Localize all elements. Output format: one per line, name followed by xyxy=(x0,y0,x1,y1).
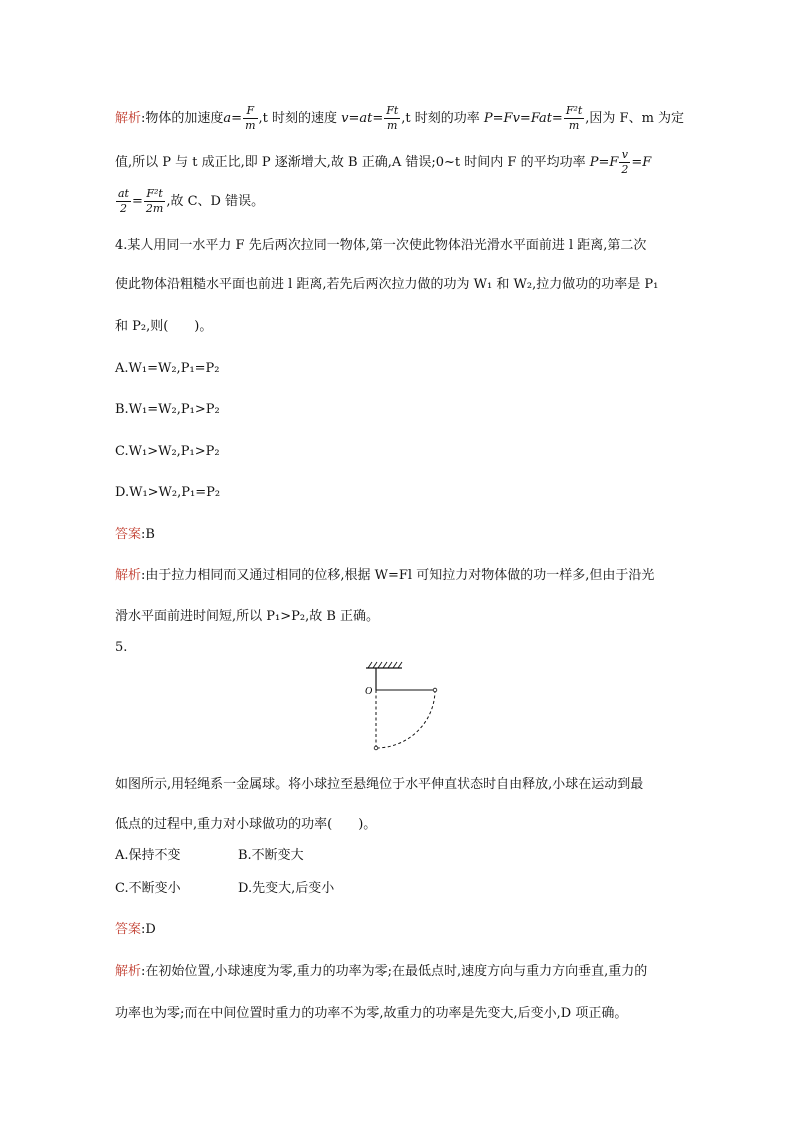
pivot-label: O xyxy=(365,686,373,697)
fraction: $\frac{F}{m}$ xyxy=(245,104,256,132)
q5-analysis-line1: 解析:在初始位置,小球速度为零,重力的功率为零;在最低点时,速度方向与重力方向垂直,重力的 xyxy=(115,964,648,979)
fraction: $\frac{v}{2}$ xyxy=(621,148,629,176)
ceiling-hatch xyxy=(368,662,402,668)
fraction: $\frac{\text{F²t}}{m}$ xyxy=(565,104,583,132)
q5-answer: 答案:D xyxy=(115,922,156,937)
q4-answer: 答案:B xyxy=(115,527,155,542)
fraction: $\frac{at}{2}$ xyxy=(118,187,129,215)
q5-option-d: D.先变大,后变小 xyxy=(238,881,335,896)
q5-stem-line2: 低点的过程中,重力对小球做功的功率( )。 xyxy=(115,817,377,832)
analysis-label: 解析 xyxy=(115,111,142,126)
q4-stem-line2: 使此物体沿粗糙水平面也前进 l 距离,若先后两次拉力做的功为 W₁ 和 W₂,拉力做功的功率是 P₁ xyxy=(115,277,659,292)
fraction: $\frac{\text{F²t}}{2m}$ xyxy=(145,187,164,215)
q5-option-b: B.不断变大 xyxy=(238,848,304,863)
q4-option-d: D.W₁>W₂,P₁=P₂ xyxy=(115,485,221,500)
fraction: $\frac{Ft}{m}$ xyxy=(386,104,399,132)
analysis-label: 解析 xyxy=(115,964,142,979)
q4-stem-line1: 4.某人用同一水平力 F 先后两次拉同一物体,第一次使此物体沿光滑水平面前进 l 距离,第二次 xyxy=(115,238,647,253)
q3-analysis-line3: $\frac{at}{2}$ = $\frac{\text{F²t}}{2m}$ ,故 C、D 错误。 xyxy=(118,187,265,215)
q4-option-b: B.W₁=W₂,P₁>P₂ xyxy=(115,402,220,417)
q5-option-c: C.不断变小 xyxy=(115,881,181,896)
answer-label: 答案 xyxy=(115,922,142,937)
q4-analysis-line2: 滑水平面前进时间短,所以 P₁>P₂,故 B 正确。 xyxy=(115,609,380,624)
ball-start xyxy=(433,688,437,692)
q4-option-a: A.W₁=W₂,P₁=P₂ xyxy=(115,361,220,376)
ball-bottom xyxy=(374,746,378,750)
q5-analysis-line2: 功率也为零;而在中间位置时重力的功率不为零,故重力的功率是先变大,后变小,D 项正确。 xyxy=(115,1006,628,1021)
q4-analysis-line1: 解析:由于拉力相同而又通过相同的位移,根据 W=Fl 可知拉力对物体做的功一样多,但由于沿光 xyxy=(115,568,655,583)
swing-arc xyxy=(376,690,435,748)
q4-stem-line3: 和 P₂,则( )。 xyxy=(115,319,213,334)
q3-analysis-line2: 值,所以 P 与 t 成正比,即 P 逐渐增大,故 B 正确,A 错误;0~t 时间内 F 的平均功率 P=F $\frac{v}{2}$ =F xyxy=(115,148,652,176)
q5-option-a: A.保持不变 xyxy=(115,848,181,863)
answer-label: 答案 xyxy=(115,527,142,542)
q5-stem-line1: 如图所示,用轻绳系一金属球。将小球拉至悬绳位于水平伸直状态时自由释放,小球在运动到最 xyxy=(115,777,644,792)
pendulum-figure xyxy=(360,660,450,752)
q5-number: 5. xyxy=(115,640,128,655)
q4-option-c: C.W₁>W₂,P₁>P₂ xyxy=(115,444,220,459)
q3-analysis-line1: 解析:物体的加速度a= $\frac{F}{m}$ ,t 时刻的速度 v=at= $\frac{Ft}{m}$ ,t 时刻的功率 P=Fv=Fat= $\frac{\text{F²t}}{m}$ ,因为 F、m 为定 xyxy=(115,104,685,132)
analysis-label: 解析 xyxy=(115,568,142,583)
